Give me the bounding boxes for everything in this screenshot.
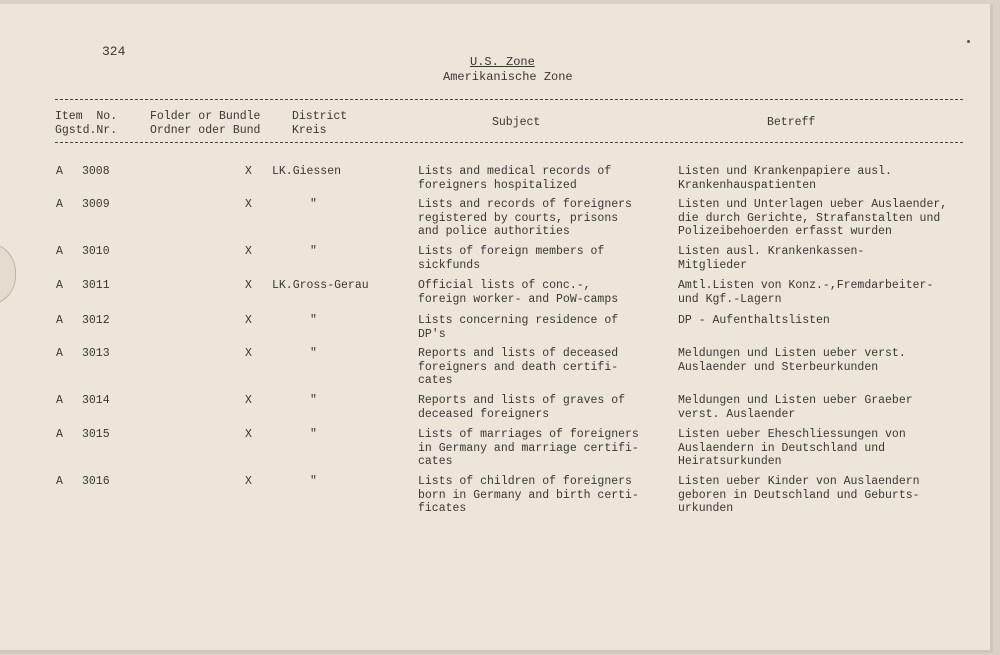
folder-mark: X bbox=[245, 428, 252, 441]
page-number: 324 bbox=[102, 44, 126, 59]
folder-mark: X bbox=[245, 475, 252, 488]
item-number: 3016 bbox=[82, 475, 110, 488]
item-number: 3015 bbox=[82, 428, 110, 441]
folder-mark: X bbox=[245, 165, 252, 178]
betreff: Amtl.Listen von Konz.-,Fremdarbeiter- und Kgf.-Lagern bbox=[678, 279, 934, 306]
item-letter: A bbox=[56, 245, 63, 258]
item-number: 3011 bbox=[82, 279, 110, 292]
folder-mark: X bbox=[245, 279, 252, 292]
item-letter: A bbox=[56, 165, 63, 178]
subject: Lists and medical records of foreigners hospitalized bbox=[418, 165, 612, 192]
document-page bbox=[0, 4, 993, 653]
item-number: 3010 bbox=[82, 245, 110, 258]
zone-title: U.S. Zone bbox=[470, 55, 535, 69]
betreff: Listen und Unterlagen ueber Auslaender, die durch Gerichte, Strafanstalten und Polizeibehoerden erfasst wurden bbox=[678, 198, 948, 238]
item-letter: A bbox=[56, 347, 63, 360]
item-number: 3013 bbox=[82, 347, 110, 360]
item-number: 3008 bbox=[82, 165, 110, 178]
betreff: Listen und Krankenpapiere ausl. Krankenhauspatienten bbox=[678, 165, 892, 192]
header-item-no: Item No. Ggstd.Nr. bbox=[55, 110, 118, 137]
subject: Reports and lists of deceased foreigners and death certifi- cates bbox=[418, 347, 619, 387]
paper-mark bbox=[967, 40, 970, 43]
district: " bbox=[310, 347, 317, 360]
header-bottom-rule bbox=[55, 142, 963, 143]
header-top-rule bbox=[55, 99, 963, 100]
subject: Lists of marriages of foreigners in Germany and marriage certifi- cates bbox=[418, 428, 639, 468]
binder-tab bbox=[0, 242, 16, 306]
district: " bbox=[310, 475, 317, 488]
district: " bbox=[310, 245, 317, 258]
folder-mark: X bbox=[245, 245, 252, 258]
item-letter: A bbox=[56, 475, 63, 488]
district: " bbox=[310, 394, 317, 407]
item-letter: A bbox=[56, 198, 63, 211]
zone-subtitle: Amerikanische Zone bbox=[443, 70, 573, 84]
subject: Lists concerning residence of DP's bbox=[418, 314, 619, 341]
folder-mark: X bbox=[245, 198, 252, 211]
item-letter: A bbox=[56, 428, 63, 441]
item-number: 3012 bbox=[82, 314, 110, 327]
betreff: Meldungen und Listen ueber verst. Auslaender und Sterbeurkunden bbox=[678, 347, 906, 374]
district: " bbox=[310, 198, 317, 211]
header-folder-bundle: Folder or Bundle Ordner oder Bund bbox=[150, 110, 261, 137]
item-number: 3014 bbox=[82, 394, 110, 407]
subject: Lists and records of foreigners registered by courts, prisons and police authorities bbox=[418, 198, 632, 238]
header-district: District Kreis bbox=[292, 110, 348, 137]
district: " bbox=[310, 314, 317, 327]
betreff: Meldungen und Listen ueber Graeber verst. Auslaender bbox=[678, 394, 913, 421]
item-number: 3009 bbox=[82, 198, 110, 211]
item-letter: A bbox=[56, 279, 63, 292]
header-subject: Subject bbox=[492, 116, 541, 129]
item-letter: A bbox=[56, 314, 63, 327]
district: LK.Giessen bbox=[272, 165, 342, 178]
folder-mark: X bbox=[245, 394, 252, 407]
betreff: DP - Aufenthaltslisten bbox=[678, 314, 830, 327]
district: " bbox=[310, 428, 317, 441]
folder-mark: X bbox=[245, 314, 252, 327]
subject: Official lists of conc.-, foreign worker- and PoW-camps bbox=[418, 279, 619, 306]
betreff: Listen ausl. Krankenkassen- Mitglieder bbox=[678, 245, 865, 272]
item-letter: A bbox=[56, 394, 63, 407]
district: LK.Gross-Gerau bbox=[272, 279, 369, 292]
betreff: Listen ueber Eheschliessungen von Auslaendern in Deutschland und Heiratsurkunden bbox=[678, 428, 906, 468]
subject: Reports and lists of graves of deceased foreigners bbox=[418, 394, 626, 421]
header-betreff: Betreff bbox=[767, 116, 816, 129]
subject: Lists of foreign members of sickfunds bbox=[418, 245, 605, 272]
betreff: Listen ueber Kinder von Auslaendern geboren in Deutschland und Geburts- urkunden bbox=[678, 475, 920, 515]
folder-mark: X bbox=[245, 347, 252, 360]
subject: Lists of children of foreigners born in Germany and birth certi- ficates bbox=[418, 475, 639, 515]
